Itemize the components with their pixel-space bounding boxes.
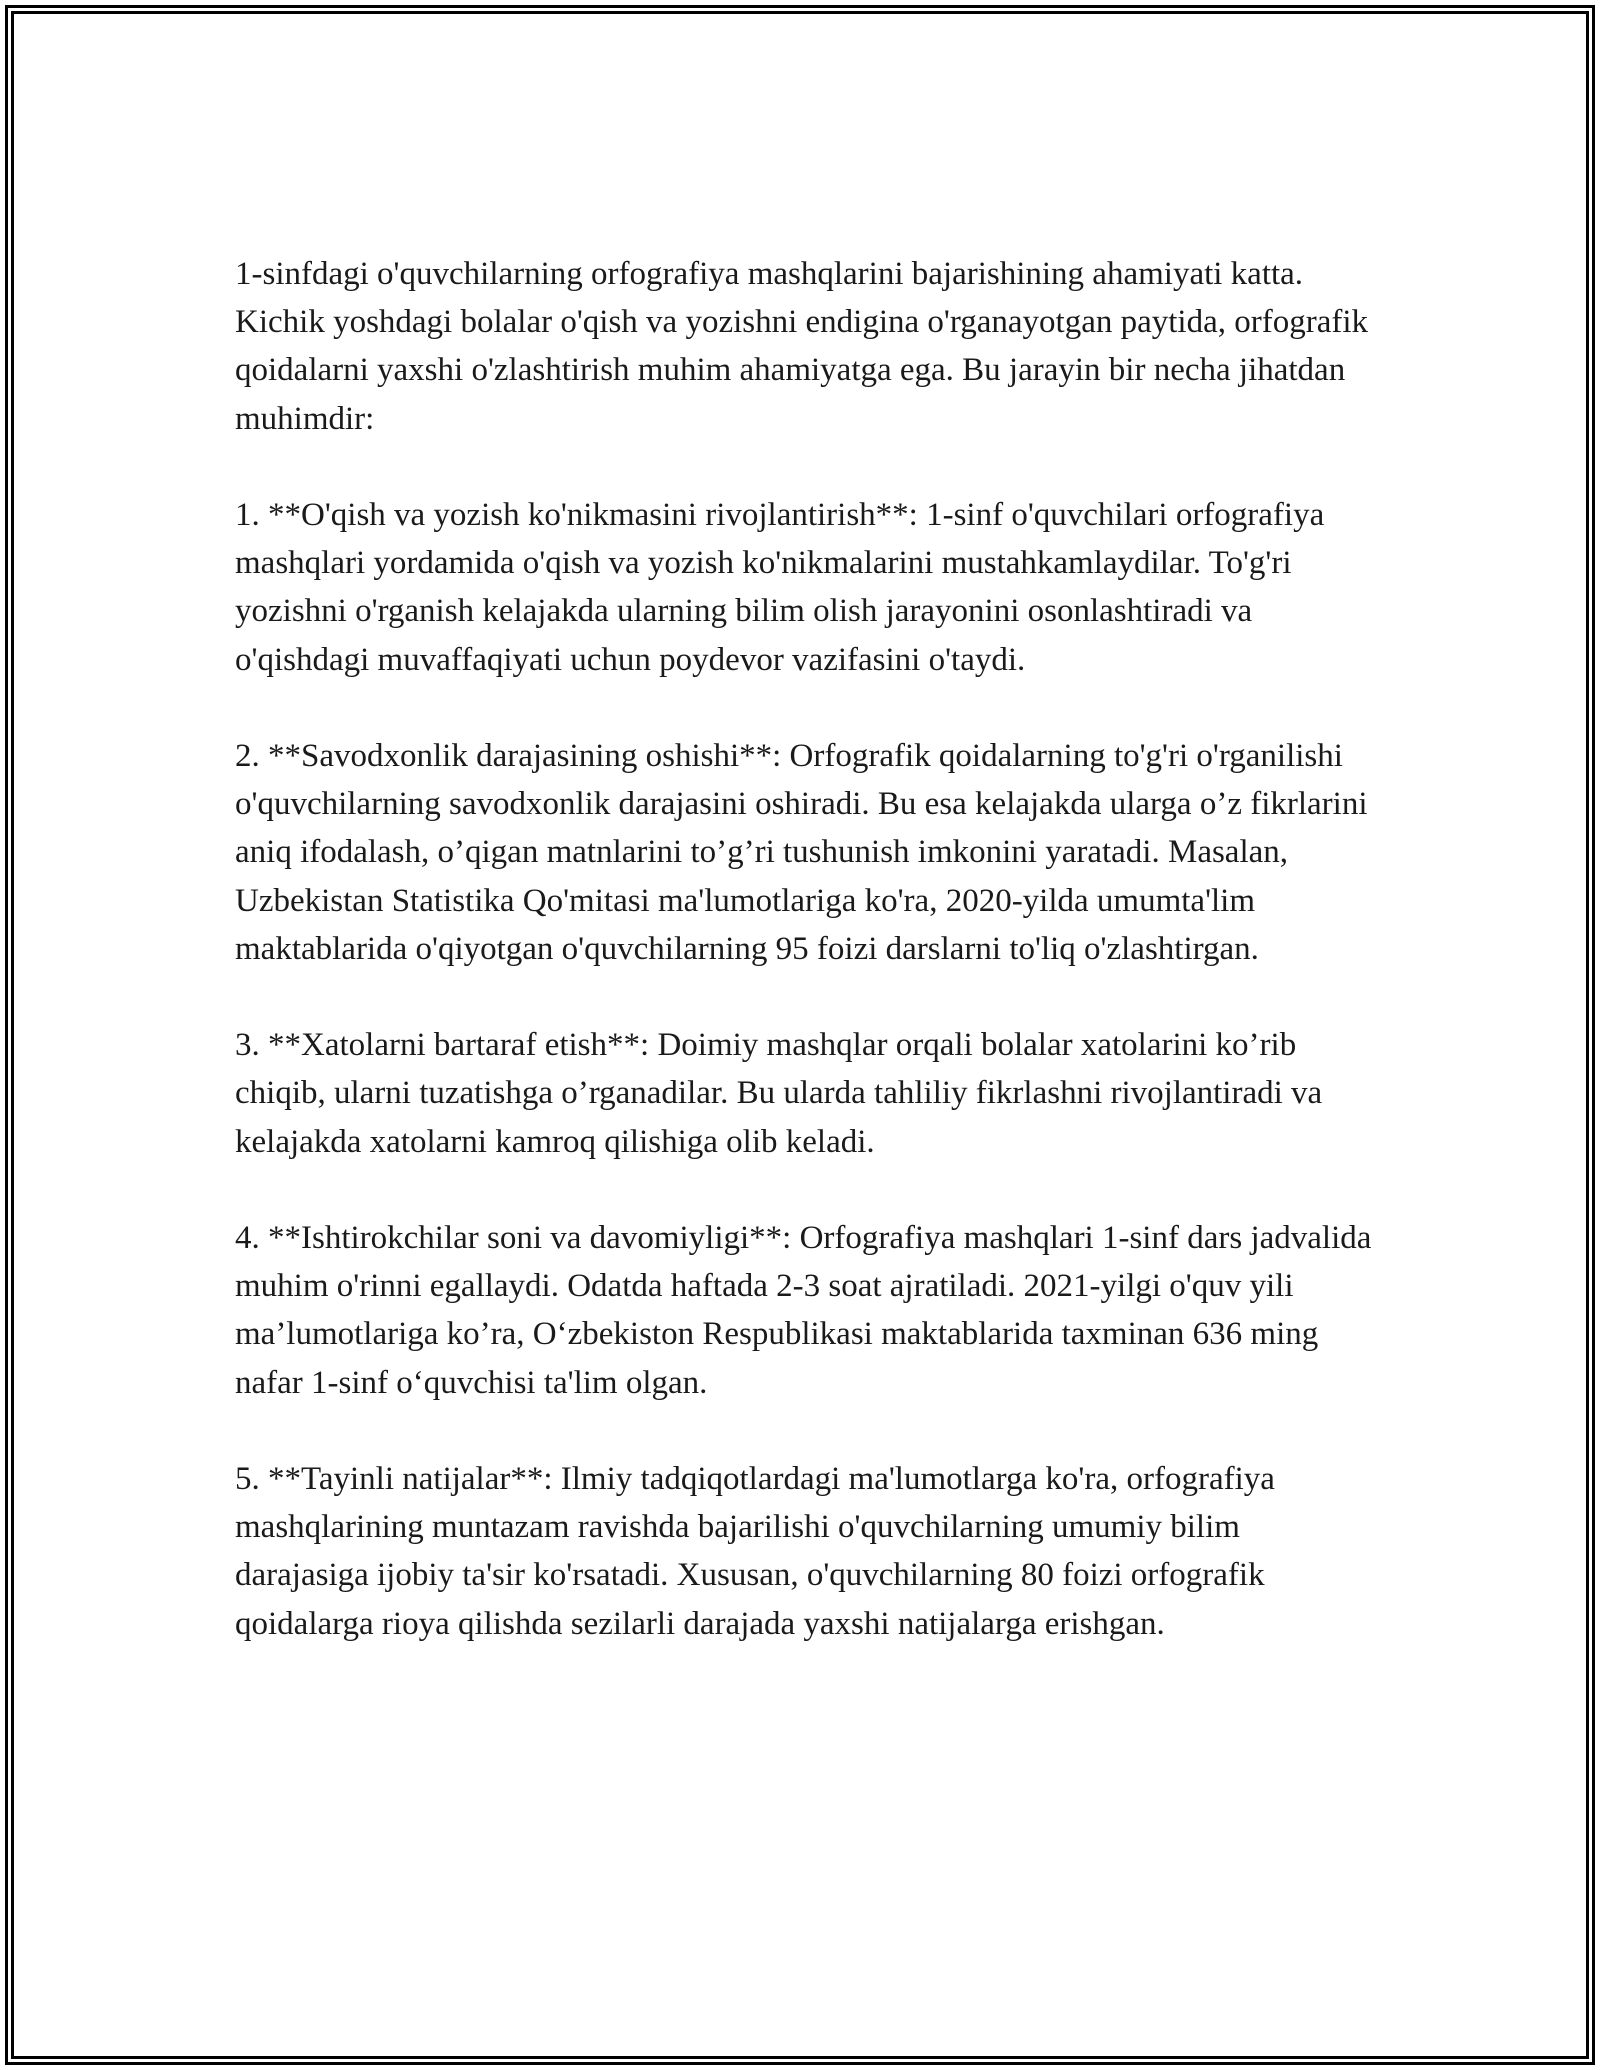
list-item-4: 4. **Ishtirokchilar soni va davomiyligi**: Orfografiya mashqlari 1-sinf dars jadvalida muhim o'rinni egallaydi. Odatda haftada 2-3 soat ajratiladi. 2021-yilgi o'quv yili ma’lumotlariga ko’ra, O‘zbekiston Respublikasi maktablarida taxminan 636 ming nafar 1-sinf o‘quvchisi ta'lim olgan. (235, 1220, 1372, 1401)
list-item-5: 5. **Tayinli natijalar**: Ilmiy tadqiqotlardagi ma'lumotlarga ko'ra, orfografiya mashqlarining muntazam ravishda bajarilishi o'quvchilarning umumiy bilim darajasiga ijobiy ta'sir ko'rsatadi. Xususan, o'quvchilarning 80 foizi orfografik qoidalarga rioya qilishda sezilarli darajada yaxshi natijalarga erishgan. (235, 1461, 1275, 1642)
list-item-2: 2. **Savodxonlik darajasining oshishi**: Orfografik qoidalarning to'g'ri o'rganilishi o'quvchilarning savodxonlik darajasini oshiradi. Bu esa kelajakda ularga o’z fikrlarini aniq ifodalash, o’qigan matnlarini to’g’ri tushunish imkonini yaratadi. Masalan, Uzbekistan Statistika Qo'mitasi ma'lumotlariga ko'ra, 2020-yilda umumta'lim maktablarida o'qiyotgan o'quvchilarning 95 foizi darslarni to'liq o'zlashtirgan. (235, 738, 1368, 967)
list-item-1: 1. **O'qish va yozish ko'nikmasini rivojlantirish**: 1-sinf o'quvchilari orfografiya mashqlari yordamida o'qish va yozish ko'nikmalarini mustahkamlaydilar. To'g'ri yozishni o'rganish kelajakda ularning bilim olish jarayonini osonlashtiradi va o'qishdagi muvaffaqiyati uchun poydevor vazifasini o'taydi. (235, 497, 1325, 678)
document-body (235, 250, 1375, 1648)
list-item-3: 3. **Xatolarni bartaraf etish**: Doimiy mashqlar orqali bolalar xatolarini ko’rib chiqib, ularni tuzatishga o’rganadilar. Bu ularda tahliliy fikrlashni rivojlantiradi va kelajakda xatolarni kamroq qilishiga olib keladi. (235, 1027, 1323, 1160)
intro-paragraph: 1-sinfdagi o'quvchilarning orfografiya mashqlarini bajarishining ahamiyati katta. Kichik yoshdagi bolalar o'qish va yozishni endigina o'rganayotgan paytida, orfografik qoidalarni yaxshi o'zlashtirish muhim ahamiyatga ega. Bu jarayin bir necha jihatdan muhimdir: (235, 256, 1369, 437)
